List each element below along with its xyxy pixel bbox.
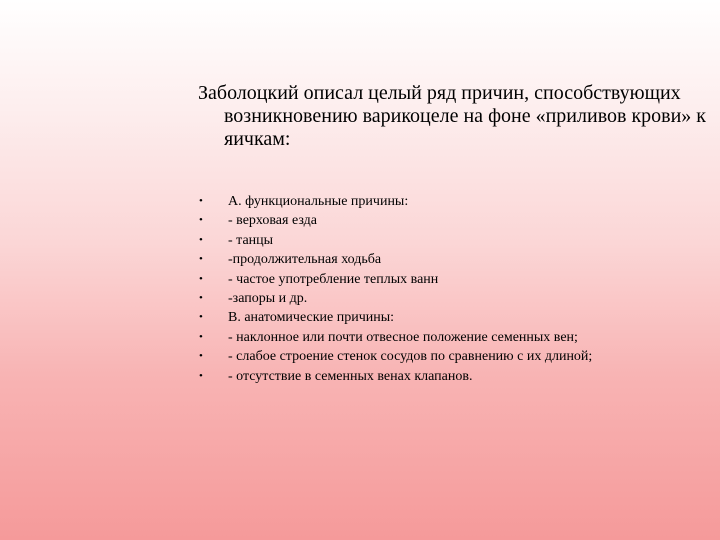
list-item-text: А. функциональные причины: [228,194,409,209]
bullet-icon: • [199,311,203,324]
list-item [198,211,708,230]
list-item [198,289,708,308]
bullet-icon: • [199,195,203,207]
list-item [198,367,708,386]
list-item-text: В. анатомические причины: [228,310,395,326]
list-item-text: -продолжительная ходьба [228,252,382,268]
list-item-text: -запоры и др. [228,291,308,307]
bullet-icon: • [199,292,203,305]
list-item [198,347,708,366]
list-item [198,250,708,269]
list-item-text: - частое употребление теплых ванн [228,271,439,287]
list-item-text: - танцы [228,232,274,248]
bullet-icon: • [199,330,203,343]
bullet-icon: • [199,253,203,266]
bullet-icon: • [199,350,203,363]
list-item-text: - слабое строение стенок сосудов по сравнению с их длиной; [228,349,593,365]
list-item [198,231,708,250]
bullet-icon: • [199,214,203,227]
list-item [198,192,708,211]
bullet-icon: • [199,272,203,285]
slide-title: Заболоцкий описал целый ряд причин, способствующих возникновению варикоцеле на фоне «приливов крови» к яичкам: [198,82,707,150]
list-item [198,328,708,347]
list-item-text: - отсутствие в семенных венах клапанов. [228,368,473,384]
list-item [198,270,708,289]
bullet-icon: • [199,233,203,246]
bullet-icon: • [199,369,203,382]
list-item-text: - наклонное или почти отвесное положение семенных вен; [228,329,578,345]
bullet-list [198,192,708,386]
list-item-text: - верховая езда [228,213,317,229]
list-item [198,308,708,327]
